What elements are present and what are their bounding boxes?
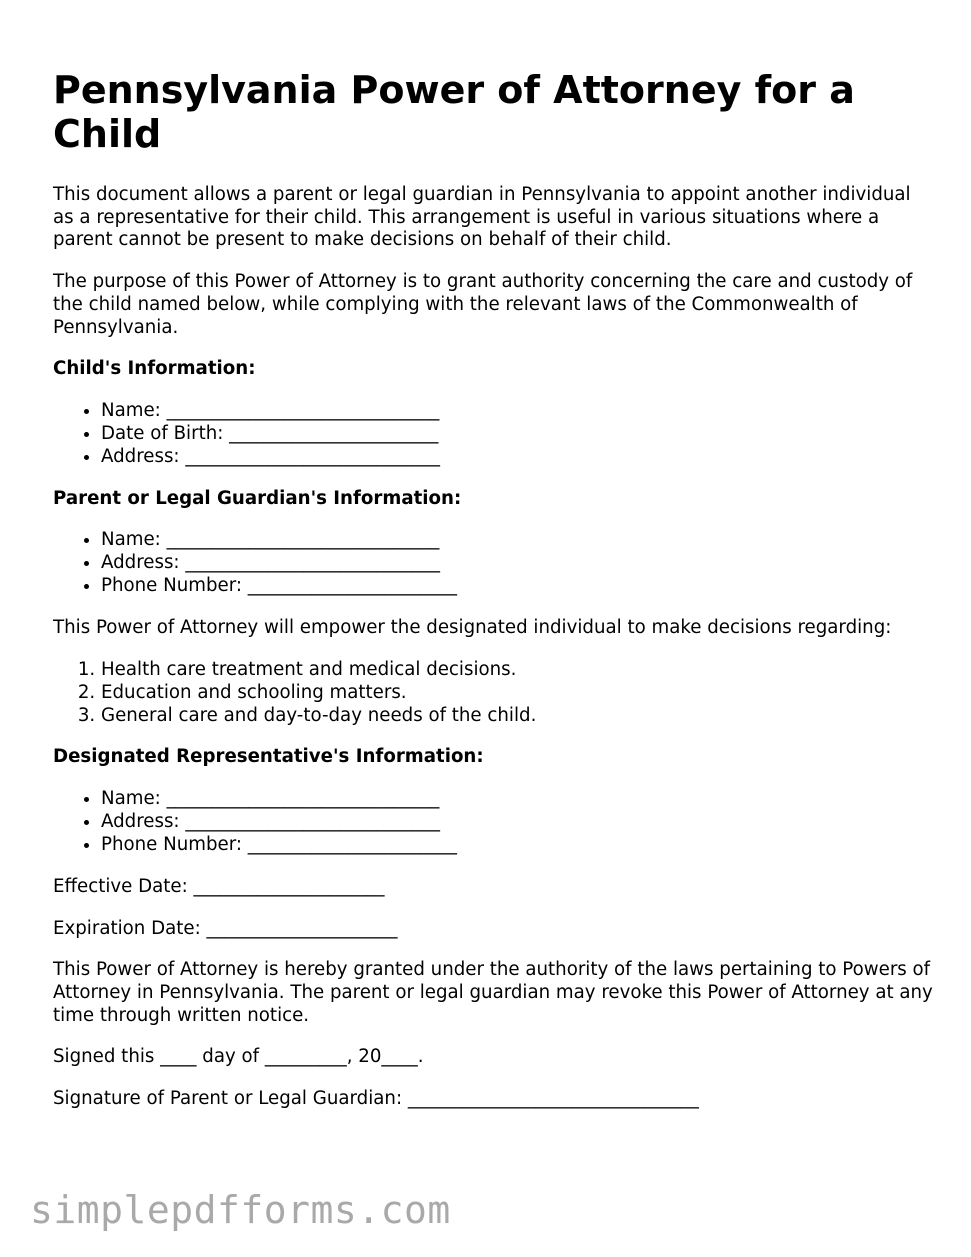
site-watermark: simplepdfforms.com (30, 1188, 451, 1232)
parent-phone-field: • Phone Number: _______________________ (101, 575, 933, 598)
child-dob-field: • Date of Birth: _______________________ (101, 423, 933, 446)
document-page (53, 68, 933, 1130)
authority-paragraph: This Power of Attorney is hereby granted under the authority of the laws pertaining to Powers of Attorney in Pennsylvania. The parent or legal guardian may revoke this Power of Attorney at any time through written notice. (53, 959, 933, 1026)
parent-info-list (53, 529, 933, 598)
intro-paragraph-1: This document allows a parent or legal guardian in Pennsylvania to appoint another individual as a representative for their child. This arrangement is useful in various situations where a parent cannot be present to make decisions on behalf of their child. (53, 184, 911, 251)
signature-line: Signature of Parent or Legal Guardian: ________________________________ (53, 1088, 699, 1110)
child-info-list (53, 400, 933, 469)
representative-name-field: • Name: ______________________________ (101, 788, 933, 811)
parent-name-field: • Name: ______________________________ (101, 529, 933, 552)
representative-info-heading: Designated Representative's Information: (53, 746, 484, 768)
parent-address-field: • Address: ____________________________ (101, 552, 933, 575)
expiration-date-field: Expiration Date: _____________________ (53, 917, 398, 939)
child-info-heading: Child's Information: (53, 358, 256, 380)
child-address-field: • Address: ____________________________ (101, 446, 933, 469)
document-title: Pennsylvania Power of Attorney for a Child (53, 68, 855, 156)
representative-info-list (53, 788, 933, 857)
power-item-health: 1. Health care treatment and medical decisions. (101, 659, 933, 682)
representative-address-field: • Address: ____________________________ (101, 811, 933, 834)
signed-date-line: Signed this ____ day of _________, 20____. (53, 1046, 424, 1068)
parent-info-heading: Parent or Legal Guardian's Information: (53, 487, 462, 509)
power-item-education: 2. Education and schooling matters. (101, 682, 933, 705)
power-item-general-care: 3. General care and day-to-day needs of the child. (101, 705, 933, 728)
intro-paragraph-2: The purpose of this Power of Attorney is to grant authority concerning the care and custody of the child named below, while complying with the relevant laws of the Commonwealth of Pennsylvania. (53, 271, 913, 338)
powers-list (53, 659, 933, 728)
representative-phone-field: • Phone Number: _______________________ (101, 834, 933, 857)
powers-intro: This Power of Attorney will empower the designated individual to make decisions regarding: (53, 617, 892, 639)
child-name-field: • Name: ______________________________ (101, 400, 933, 423)
effective-date-field: Effective Date: _____________________ (53, 875, 385, 897)
